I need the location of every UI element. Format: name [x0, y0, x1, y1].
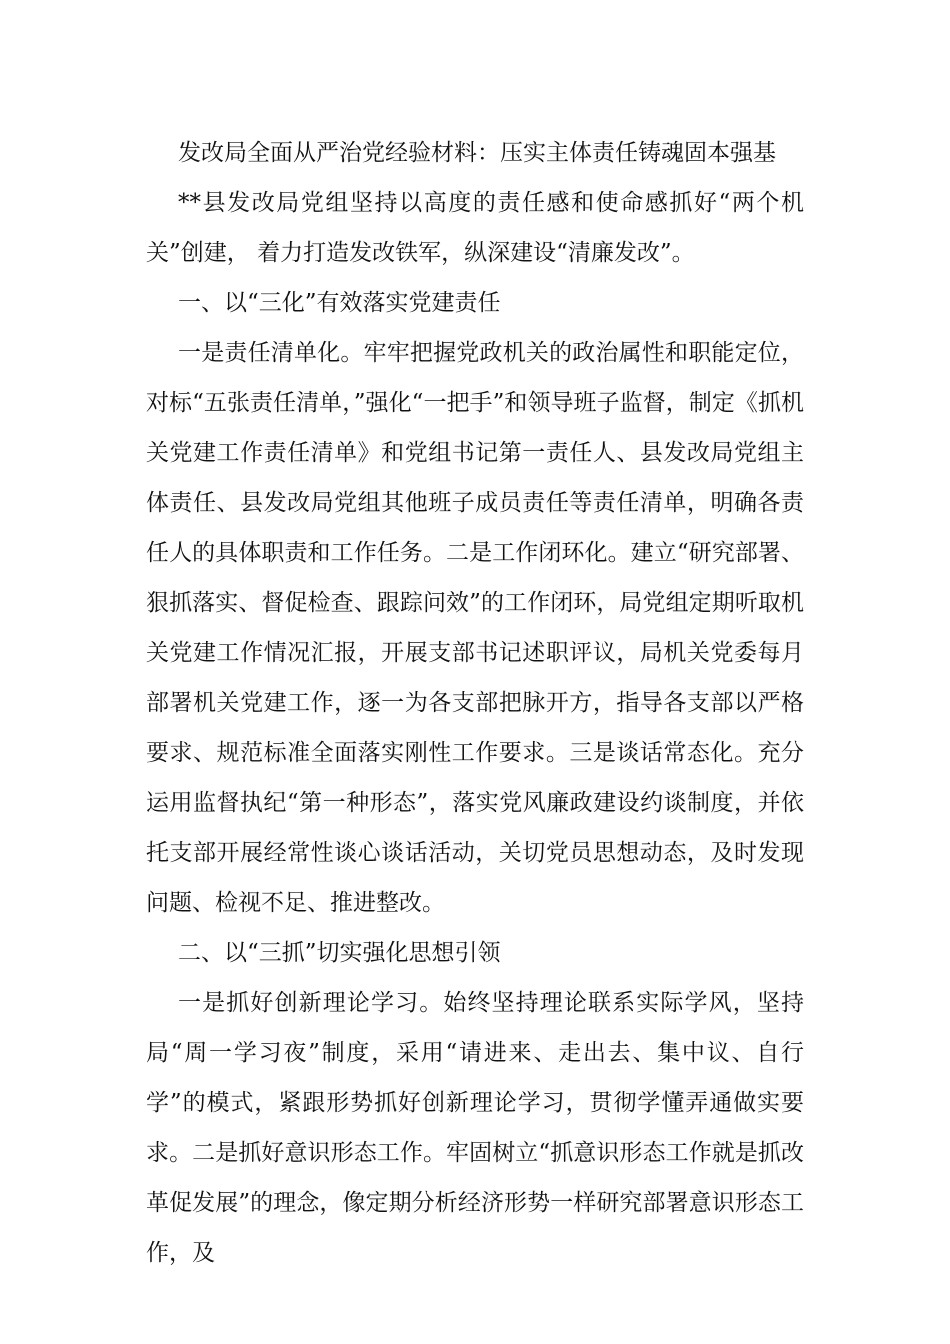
document-title: 发改局全面从严治党经验材料：压实主体责任铸魂固本强基	[178, 140, 776, 166]
document-body	[146, 128, 804, 1278]
section-2-paragraph: 一是抓好创新理论学习。始终坚持理论联系实际学风，坚持局“周一学习夜”制度，采用“请进来、走出去、集中议、自行学”的模式，紧跟形势抓好创新理论学习，贯彻学懂弄通做实要求。二是抓好意识形态工作。牢固树立“抓意识形态工作就是抓改革促发展”的理念，像定期分析经济形势一样研究部署意识形态工作，及	[146, 990, 804, 1266]
section-1-paragraph: 一是责任清单化。牢牢把握党政机关的政治属性和职能定位，对标“五张责任清单，”强化“一把手”和领导班子监督，制定《抓机关党建工作责任清单》和党组书记第一责任人、县发改局党组主体责任、县发改局党组其他班子成员责任等责任清单，明确各责任人的具体职责和工作任务。二是工作闭环化。建立“研究部署、狠抓落实、督促检查、跟踪问效”的工作闭环，局党组定期听取机关党建工作情况汇报，开展支部书记述职评议，局机关党委每月部署机关党建工作，逐一为各支部把脉开方，指导各支部以严格要求、规范标准全面落实刚性工作要求。三是谈话常态化。充分运用监督执纪“第一种形态”，落实党风廉政建设约谈制度，并依托支部开展经常性谈心谈话活动，关切党员思想动态，及时发现问题、检视不足、推进整改。	[146, 340, 804, 916]
section-2-heading: 二、以“三抓”切实强化思想引领	[178, 940, 501, 966]
intro-paragraph: **县发改局党组坚持以高度的责任感和使命感抓好“两个机关”创建， 着力打造发改铁军，纵深建设“清廉发改”。	[146, 190, 804, 266]
section-1-heading: 一、以“三化”有效落实党建责任	[178, 290, 501, 316]
